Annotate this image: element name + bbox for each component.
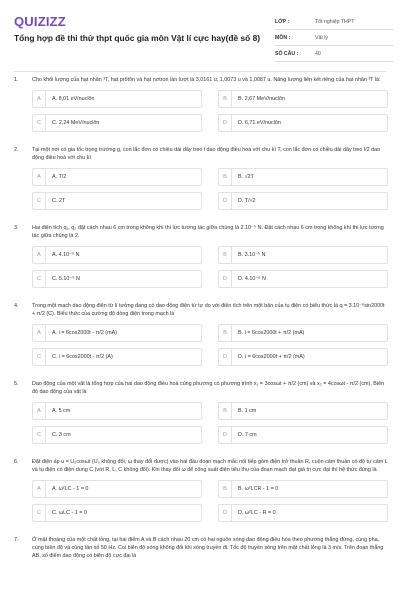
option-letter: D xyxy=(219,349,232,365)
spacer xyxy=(14,444,388,458)
answer-option[interactable] xyxy=(218,246,388,264)
option-letter: A xyxy=(33,91,46,107)
option-text: A. ω²LC - 1 = 0 xyxy=(52,486,89,492)
header-divider xyxy=(14,71,386,72)
answer-option[interactable] xyxy=(32,168,202,186)
option-text: A. 5 cm xyxy=(52,408,71,414)
question-stem xyxy=(14,458,388,474)
question-stem xyxy=(14,76,388,84)
answer-option[interactable] xyxy=(218,504,388,522)
question-stem xyxy=(14,302,388,318)
option-letter: B xyxy=(219,247,232,263)
worksheet-header xyxy=(0,0,400,66)
question-stem xyxy=(14,536,388,560)
answer-options xyxy=(32,480,388,522)
question-item xyxy=(14,536,388,560)
question-number: 7. xyxy=(14,537,19,543)
spacer xyxy=(14,366,388,380)
option-text: D. 7 cm xyxy=(238,432,257,438)
question-text: Dao động của một vật là tổng hợp của hai dao động điều hoà cùng phương có phương trình x₁ = 3cosωt + π/2 (cm) và x₂ = 4cosωt - π/2 (cm). Biên độ dao động của vật là xyxy=(32,381,385,395)
option-letter: C xyxy=(33,349,46,365)
answer-option[interactable] xyxy=(32,480,202,498)
question-number: 5. xyxy=(14,381,19,387)
answer-option[interactable] xyxy=(218,402,388,420)
answer-option[interactable] xyxy=(218,480,388,498)
option-text: B. 3.10⁻⁵ N xyxy=(238,252,266,258)
option-letter: D xyxy=(219,115,232,131)
option-text: C. i = 6cos2000t - π/2 (A) xyxy=(52,354,113,360)
option-text: A. 4.10⁻⁵ N xyxy=(52,252,80,258)
question-stem xyxy=(14,224,388,240)
option-letter: D xyxy=(219,271,232,287)
option-text: B. ω²LCR - 1 = 0 xyxy=(238,486,279,492)
option-letter: D xyxy=(219,193,232,209)
question-number: 3. xyxy=(14,225,19,231)
option-letter: A xyxy=(33,169,46,185)
question-text: Đặt điện áp u = U₀cosωt (U₀ không đổi, ω thay đổi được) vào hai đầu đoạn mạch mắc nối tiếp gồm điện trở thuần R, cuộn cảm thuần có độ tự cảm L và tụ điện có điện dung C (với R, L, C không đổi). Khi thay đổi ω để công suất điện tiêu thụ của đoạn mạch đạt giá trị cực đại thì hệ thức đúng là xyxy=(32,459,388,473)
meta-value: Tốt nghiệp THPT xyxy=(315,18,355,25)
question-text: Trong một mạch dao động điện từ lí tưởng đang có dao động điện từ tự do với điện tích trên một bản của tụ điện có biểu thức là q = 3.10⁻⁶sin2000t + π/2 (C). Biểu thức của cường độ dòng điện trong mạch là xyxy=(32,303,385,317)
option-letter: C xyxy=(33,505,46,521)
question-item xyxy=(14,380,388,444)
option-letter: A xyxy=(33,403,46,419)
answer-options xyxy=(32,246,388,288)
answer-options xyxy=(32,324,388,366)
option-letter: B xyxy=(219,403,232,419)
question-item xyxy=(14,146,388,210)
option-text: C. 5.10⁻⁵ N xyxy=(52,276,80,282)
question-text: Cho khối lượng của hạt nhân ³T, hạt prôtôn và hạt nơtron lần lượt là 3,0161 u; 1,0073 u và 1,0087 u. Năng lượng liên kết riêng của hạt nhân ³T là: xyxy=(32,77,381,83)
meta-row-count xyxy=(275,46,393,62)
answer-option[interactable] xyxy=(32,90,202,108)
option-text: A. T/2 xyxy=(52,174,67,180)
option-text: C. ωLC - 1 = 0 xyxy=(52,510,87,516)
meta-label: MÔN : xyxy=(275,34,291,41)
answer-option[interactable] xyxy=(218,426,388,444)
option-letter: B xyxy=(219,325,232,341)
option-text: D. 4.10⁻⁶ N xyxy=(238,276,266,282)
option-text: B. i = 6cos2000t + π/2 (mA) xyxy=(238,330,305,336)
option-letter: C xyxy=(33,271,46,287)
question-item xyxy=(14,458,388,522)
option-letter: B xyxy=(219,169,232,185)
spacer xyxy=(14,210,388,224)
worksheet-meta xyxy=(275,14,393,62)
meta-row-class xyxy=(275,14,393,30)
question-item xyxy=(14,302,388,366)
answer-option[interactable] xyxy=(32,246,202,264)
spacer xyxy=(14,522,388,536)
option-text: B. √2T xyxy=(238,174,254,180)
option-text: B. 1 cm xyxy=(238,408,257,414)
option-text: D. ω²LC - R = 0 xyxy=(238,510,276,516)
meta-value: Vật lý xyxy=(315,34,328,41)
option-letter: A xyxy=(33,247,46,263)
question-number: 1. xyxy=(14,77,19,83)
answer-options xyxy=(32,90,388,132)
answer-option[interactable] xyxy=(218,192,388,210)
answer-option[interactable] xyxy=(218,348,388,366)
answer-option[interactable] xyxy=(32,270,202,288)
option-text: A. i = 6cos2000t - π/2 (mA) xyxy=(52,330,117,336)
option-letter: B xyxy=(219,481,232,497)
answer-option[interactable] xyxy=(32,504,202,522)
answer-option[interactable] xyxy=(32,192,202,210)
answer-option[interactable] xyxy=(32,348,202,366)
option-text: B. 2,67 MeV/nuclôn xyxy=(238,96,286,102)
spacer xyxy=(14,288,388,302)
option-letter: A xyxy=(33,481,46,497)
question-item xyxy=(14,76,388,132)
answer-option[interactable] xyxy=(218,114,388,132)
answer-option[interactable] xyxy=(218,270,388,288)
question-item xyxy=(14,224,388,288)
meta-label: LỚP : xyxy=(275,18,290,25)
answer-option[interactable] xyxy=(32,426,202,444)
meta-label: SỐ CÂU : xyxy=(275,50,299,57)
question-number: 6. xyxy=(14,459,19,465)
answer-option[interactable] xyxy=(218,90,388,108)
answer-option[interactable] xyxy=(32,114,202,132)
option-text: C. 2,24 MeV/nuclôn xyxy=(52,120,100,126)
option-text: D. 6,71 eV/nuclôn xyxy=(238,120,281,126)
worksheet-title: Tổng hợp đề thi thử thpt quốc gia môn Vật lí cực hay(đề số 8) xyxy=(14,33,261,43)
question-list xyxy=(14,76,388,560)
option-text: D. i = 6cos2000t + π/2 (mA) xyxy=(238,354,305,360)
question-stem xyxy=(14,146,388,162)
meta-row-subject xyxy=(275,30,393,46)
meta-value: 40 xyxy=(315,50,321,57)
option-letter: A xyxy=(33,325,46,341)
question-number: 2. xyxy=(14,147,19,153)
option-text: D. T/√2 xyxy=(238,198,256,204)
option-text: C. 3 cm xyxy=(52,432,71,438)
option-letter: D xyxy=(219,505,232,521)
option-letter: C xyxy=(33,115,46,131)
option-letter: D xyxy=(219,427,232,443)
option-letter: C xyxy=(33,193,46,209)
quizizz-logo: QUIZIZZ xyxy=(14,14,66,29)
option-text: C. 2T xyxy=(52,198,66,204)
answer-option[interactable] xyxy=(32,324,202,342)
option-text: A. 8,01 eV/nuclôn xyxy=(52,96,95,102)
question-stem xyxy=(14,380,388,396)
question-text: Tại một nơi có gia tốc trọng trường g, con lắc đơn có chiều dài dây treo l dao động điều hoà với chu kì T, con lắc đơn có chiều dài dây treo l/2 dao động điều hoà với chu kì xyxy=(32,147,381,161)
answer-options xyxy=(32,168,388,210)
option-letter: C xyxy=(33,427,46,443)
spacer xyxy=(14,132,388,146)
question-text: Ở mặt thoáng của một chất lỏng, tại hai điểm A và B cách nhau 20 cm có hai nguồn sóng dao động điều hòa theo phương thẳng đứng, cùng pha, cùng biên độ và cùng tần số 50 Hz. Coi biên độ sóng không đổi khi sóng truyền đi. Tốc độ truyền sóng trên mặt chất lỏng là 3 m/s. Trên đoạn thẳng AB, số điểm dao động có biên độ cực đại là xyxy=(32,537,384,559)
answer-option[interactable] xyxy=(32,402,202,420)
question-text: Hai điện tích q₁, q₂ đặt cách nhau 6 cm trong không khí thì lực tương tác giữa chúng là 2.10⁻⁵ N. Đặt cách nhau 6 cm trong không khí thì lực tương tác giữa chúng là 2. xyxy=(32,225,384,239)
question-number: 4. xyxy=(14,303,19,309)
answer-option[interactable] xyxy=(218,324,388,342)
answer-option[interactable] xyxy=(218,168,388,186)
answer-options xyxy=(32,402,388,444)
option-letter: B xyxy=(219,91,232,107)
